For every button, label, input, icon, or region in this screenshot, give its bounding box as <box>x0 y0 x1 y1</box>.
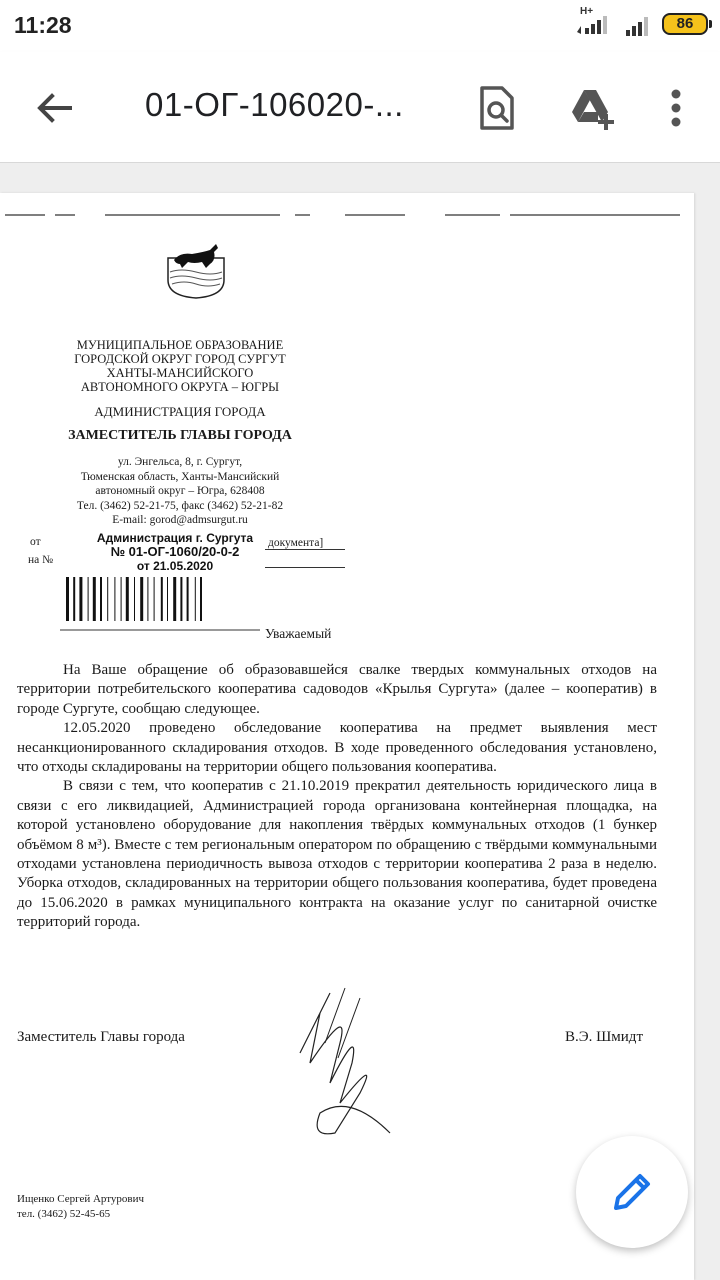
barcode-bar <box>173 577 176 621</box>
from-label: от <box>30 536 41 548</box>
address-line: ул. Энгельса, 8, г. Сургут, <box>117 456 243 468</box>
address-block <box>30 455 330 528</box>
paragraph: В связи с тем, что кооператив с 21.10.2019 прекратил деятельность юридического лица в связи с его ликвидацией, Администрацией города организована контейнерная площадка, на которой установлено оборудование для накопления твёрдых коммунальных отходов (1 бункер объёмом 8 м³). Вместе с тем региональным оператором по обращению с твёрдыми коммунальными отходами установлена периодичность вывоза отходов с территории кооператива 2 раза в неделю. Уборка отходов, складированных на территории общего пользования кооператива, будет проведена до 15.06.2020 в рамках муниципального контракта на оказание услуг по санитарной очистке территорий города. <box>17 778 657 931</box>
add-to-drive-button[interactable] <box>566 82 618 134</box>
barcode-bar <box>167 577 168 621</box>
executor-name: Ищенко Сергей Артурович <box>17 1193 145 1205</box>
barcode-bar <box>107 577 108 621</box>
letter-body <box>17 661 657 933</box>
barcode-bar <box>180 577 182 621</box>
barcode-bar <box>93 577 96 621</box>
barcode-bar <box>100 577 102 621</box>
clock: 11:28 <box>14 12 72 38</box>
divider <box>60 629 260 631</box>
add-to-drive-icon <box>566 82 618 134</box>
registration-stamp <box>90 531 260 573</box>
stamp-line: от 21.05.2020 <box>136 559 214 573</box>
find-in-document-icon <box>470 82 522 134</box>
address-line: автономный округ – Югра, 628408 <box>95 485 265 497</box>
barcode-bar <box>126 577 129 621</box>
barcode-bar <box>73 577 75 621</box>
document-reference: документа] <box>268 537 324 549</box>
status-bar <box>0 0 720 52</box>
signal-icon <box>575 12 615 36</box>
org-line: ГОРОДСКОЙ ОКРУГ ГОРОД СУРГУТ <box>74 352 286 366</box>
org-line: МУНИЦИПАЛЬНОЕ ОБРАЗОВАНИЕ <box>76 338 284 352</box>
document-viewer[interactable] <box>0 163 720 1280</box>
find-in-document-button[interactable] <box>470 82 522 134</box>
org-line: ХАНТЫ-МАНСИЙСКОГО <box>106 366 254 380</box>
administration-header: АДМИНИСТРАЦИЯ ГОРОДА <box>94 404 266 419</box>
network-type: H+ <box>580 6 594 17</box>
deputy-header: ЗАМЕСТИТЕЛЬ ГЛАВЫ ГОРОДА <box>68 428 292 443</box>
document-page <box>0 193 694 1280</box>
stamp-line: Администрация г. Сургута <box>96 531 254 545</box>
stamp-line: № 01-ОГ-1060/20-0-2 <box>110 544 240 559</box>
back-arrow-icon <box>30 88 78 128</box>
barcode-bar <box>114 577 115 621</box>
signer-name: В.Э. Шмидт <box>565 1029 643 1045</box>
paragraph: На Ваше обращение об образовавшейся свалке твердых коммунальных отходов на территории потребительского кооператива садоводов «Крылья Сургута» (далее – кооператив) в городе Сургуте, сообщаю следующее. <box>17 662 657 717</box>
battery-level: 86 <box>676 15 694 32</box>
app-bar <box>0 52 720 163</box>
signature-image <box>290 983 400 1143</box>
back-button[interactable] <box>30 88 78 128</box>
org-line: АВТОНОМНОГО ОКРУГА – ЮГРЫ <box>80 380 280 394</box>
barcode-bar <box>195 577 196 621</box>
barcode-bar <box>134 577 135 621</box>
signal-icon-2 <box>624 14 654 36</box>
barcode-bar <box>161 577 163 621</box>
edit-pencil-icon <box>610 1170 654 1214</box>
barcode-bar <box>187 577 189 621</box>
more-vert-icon <box>652 82 700 134</box>
underline <box>265 567 345 568</box>
executor-phone: тел. (3462) 52-45-65 <box>17 1208 111 1220</box>
paragraph: 12.05.2020 проведено обследование кооператива на предмет выявления мест несанкционированного складирования отходов. В ходе проведенного обследования установлено, что отходы складированы на территории общего пользования кооператива. <box>17 720 657 776</box>
address-line: Тел. (3462) 52-21-75, факс (3462) 52-21-82 <box>76 499 284 512</box>
scan-artifact <box>0 213 694 217</box>
barcode-bar <box>140 577 143 621</box>
barcode-bar <box>79 577 82 621</box>
barcode-bar <box>121 577 122 621</box>
barcode-bar <box>147 577 148 621</box>
barcode-bar <box>88 577 89 621</box>
signer-title: Заместитель Главы города <box>17 1029 185 1045</box>
barcode-bar <box>200 577 202 621</box>
barcode <box>66 577 260 621</box>
organization-header <box>20 338 340 394</box>
barcode-bar <box>154 577 155 621</box>
address-line: Тюменская область, Ханты-Мансийский <box>80 470 280 483</box>
document-title: 01-ОГ-106020-... <box>145 86 404 123</box>
greeting: Уважаемый <box>265 626 332 641</box>
on-number-label: на № <box>28 554 54 566</box>
address-line: E-mail: gorod@admsurgut.ru <box>112 514 248 526</box>
edit-fab-button[interactable] <box>576 1136 688 1248</box>
underline <box>265 549 345 550</box>
city-emblem-icon <box>166 238 226 300</box>
more-options-button[interactable] <box>652 82 700 134</box>
barcode-bar <box>66 577 69 621</box>
battery-indicator <box>662 13 708 35</box>
